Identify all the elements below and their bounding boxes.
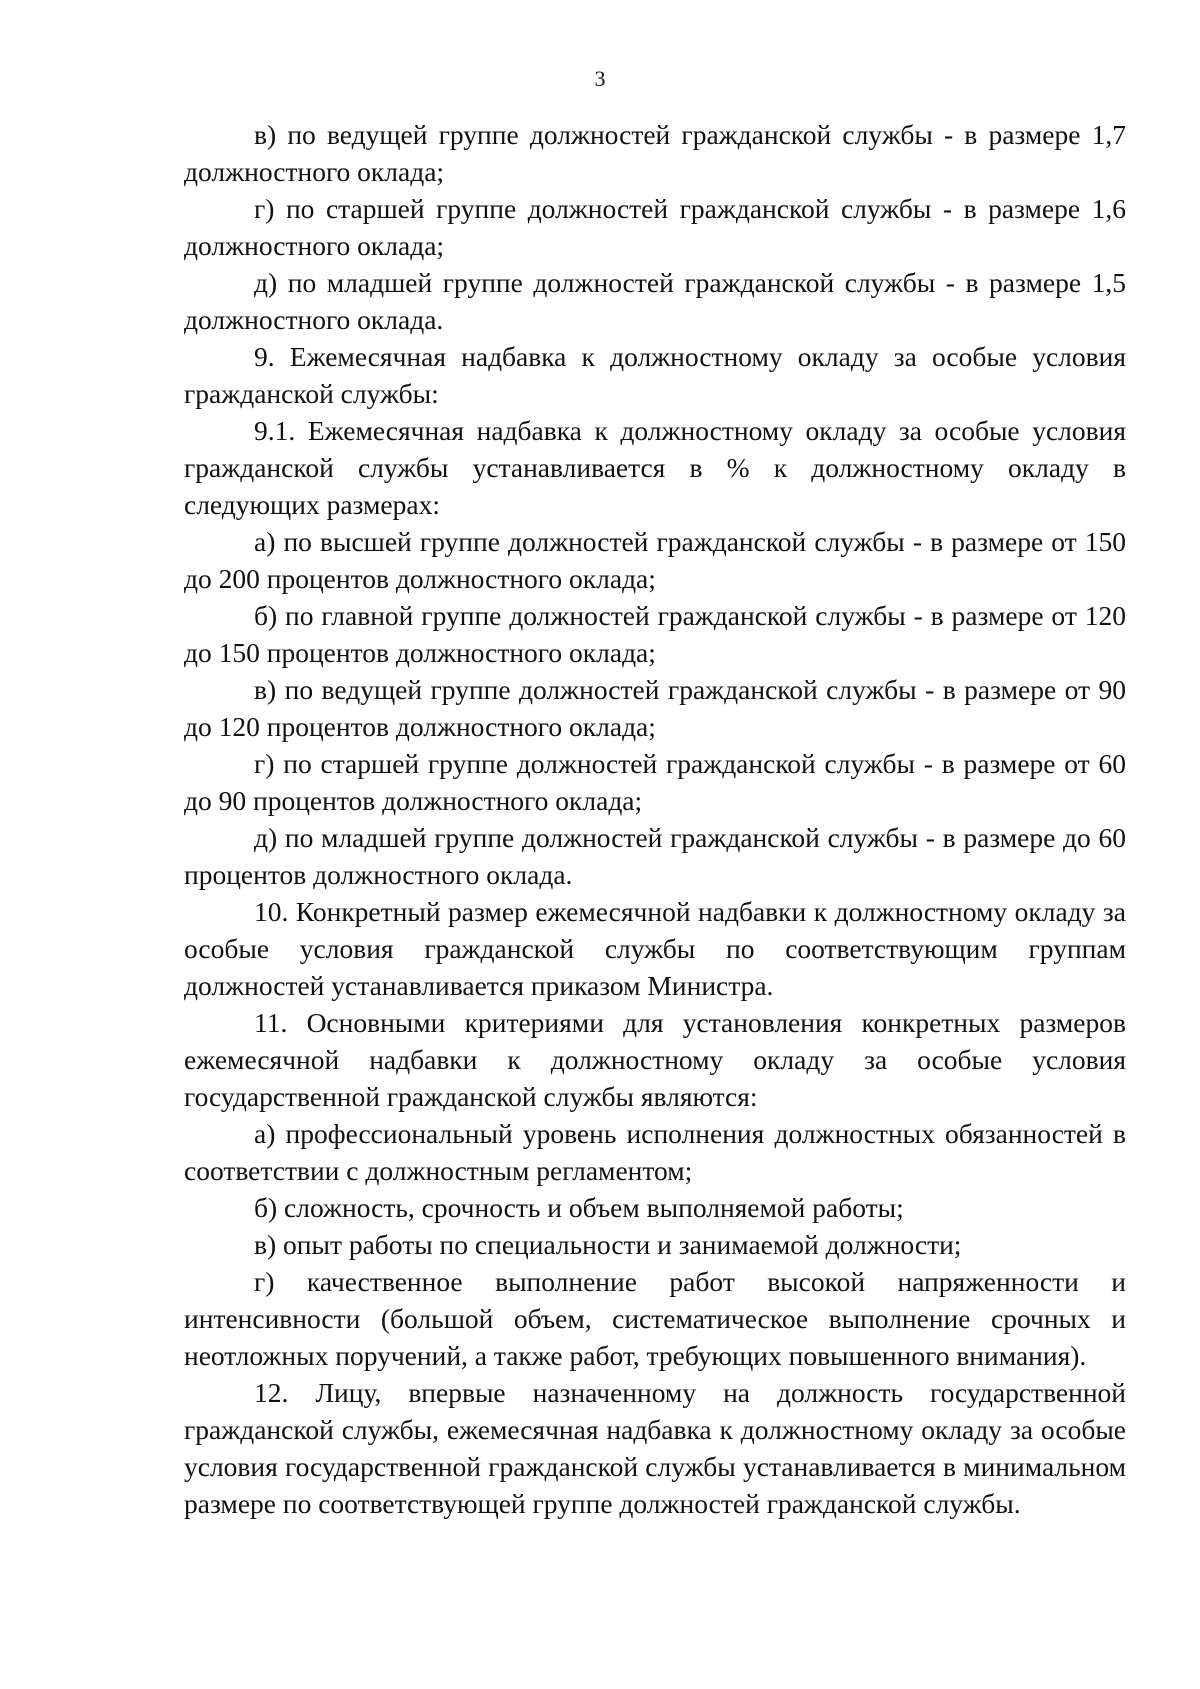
paragraph-a-highest-group: а) по высшей группе должностей гражданской службы - в размере от 150 до 200 процентов должностного оклада; bbox=[184, 526, 1126, 594]
page-number: 3 bbox=[594, 66, 606, 91]
paragraph-b-main-group: б) по главной группе должностей гражданской службы - в размере от 120 до 150 процентов должностного оклада; bbox=[184, 600, 1126, 668]
paragraph-v-leading-group-percent: в) по ведущей группе должностей гражданской службы - в размере от 90 до 120 процентов должностного оклада; bbox=[184, 674, 1126, 742]
paragraph-10-specific-amount: 10. Конкретный размер ежемесячной надбавки к должностному окладу за особые условия гражданской службы по соответствующим группам должностей устанавливается приказом Министра. bbox=[184, 896, 1126, 1001]
paragraph-criteria-g: г) качественное выполнение работ высокой напряженности и интенсивности (большой объем, систематическое выполнение срочных и неотложных поручений, а также работ, требующих повышенного внимания). bbox=[184, 1266, 1126, 1371]
paragraph-v-leading-group: в) по ведущей группе должностей гражданской службы - в размере 1,7 должностного оклада; bbox=[184, 119, 1126, 187]
paragraph-d-junior-group: д) по младшей группе должностей гражданской службы - в размере 1,5 должностного оклада. bbox=[184, 267, 1126, 335]
paragraph-g-senior-group-percent: г) по старшей группе должностей гражданской службы - в размере от 60 до 90 процентов должностного оклада; bbox=[184, 748, 1126, 816]
paragraph-9-1-amounts: 9.1. Ежемесячная надбавка к должностному окладу за особые условия гражданской службы устанавливается в % к должностному окладу в следующих размерах: bbox=[184, 415, 1126, 520]
paragraph-g-senior-group: г) по старшей группе должностей гражданской службы - в размере 1,6 должностного оклада; bbox=[184, 193, 1126, 261]
paragraph-9-special-conditions: 9. Ежемесячная надбавка к должностному окладу за особые условия гражданской службы: bbox=[184, 341, 1126, 409]
paragraph-criteria-b: б) сложность, срочность и объем выполняемой работы; bbox=[254, 1192, 904, 1223]
paragraph-criteria-v: в) опыт работы по специальности и занимаемой должности; bbox=[254, 1229, 962, 1260]
paragraph-d-junior-group-percent: д) по младшей группе должностей гражданской службы - в размере до 60 процентов должностного оклада. bbox=[184, 822, 1126, 890]
paragraph-criteria-a: а) профессиональный уровень исполнения должностных обязанностей в соответствии с должностным регламентом; bbox=[184, 1118, 1126, 1186]
paragraph-12-first-appointment: 12. Лицу, впервые назначенному на должность государственной гражданской службы, ежемесячная надбавка к должностному окладу за особые условия государственной гражданской службы устанавливается в минимальном размере по соответствующей группе должностей гражданской службы. bbox=[184, 1377, 1126, 1519]
paragraph-11-criteria: 11. Основными критериями для установления конкретных размеров ежемесячной надбавки к должностному окладу за особые условия государственной гражданской службы являются: bbox=[184, 1007, 1126, 1112]
document-body bbox=[184, 116, 1126, 1522]
